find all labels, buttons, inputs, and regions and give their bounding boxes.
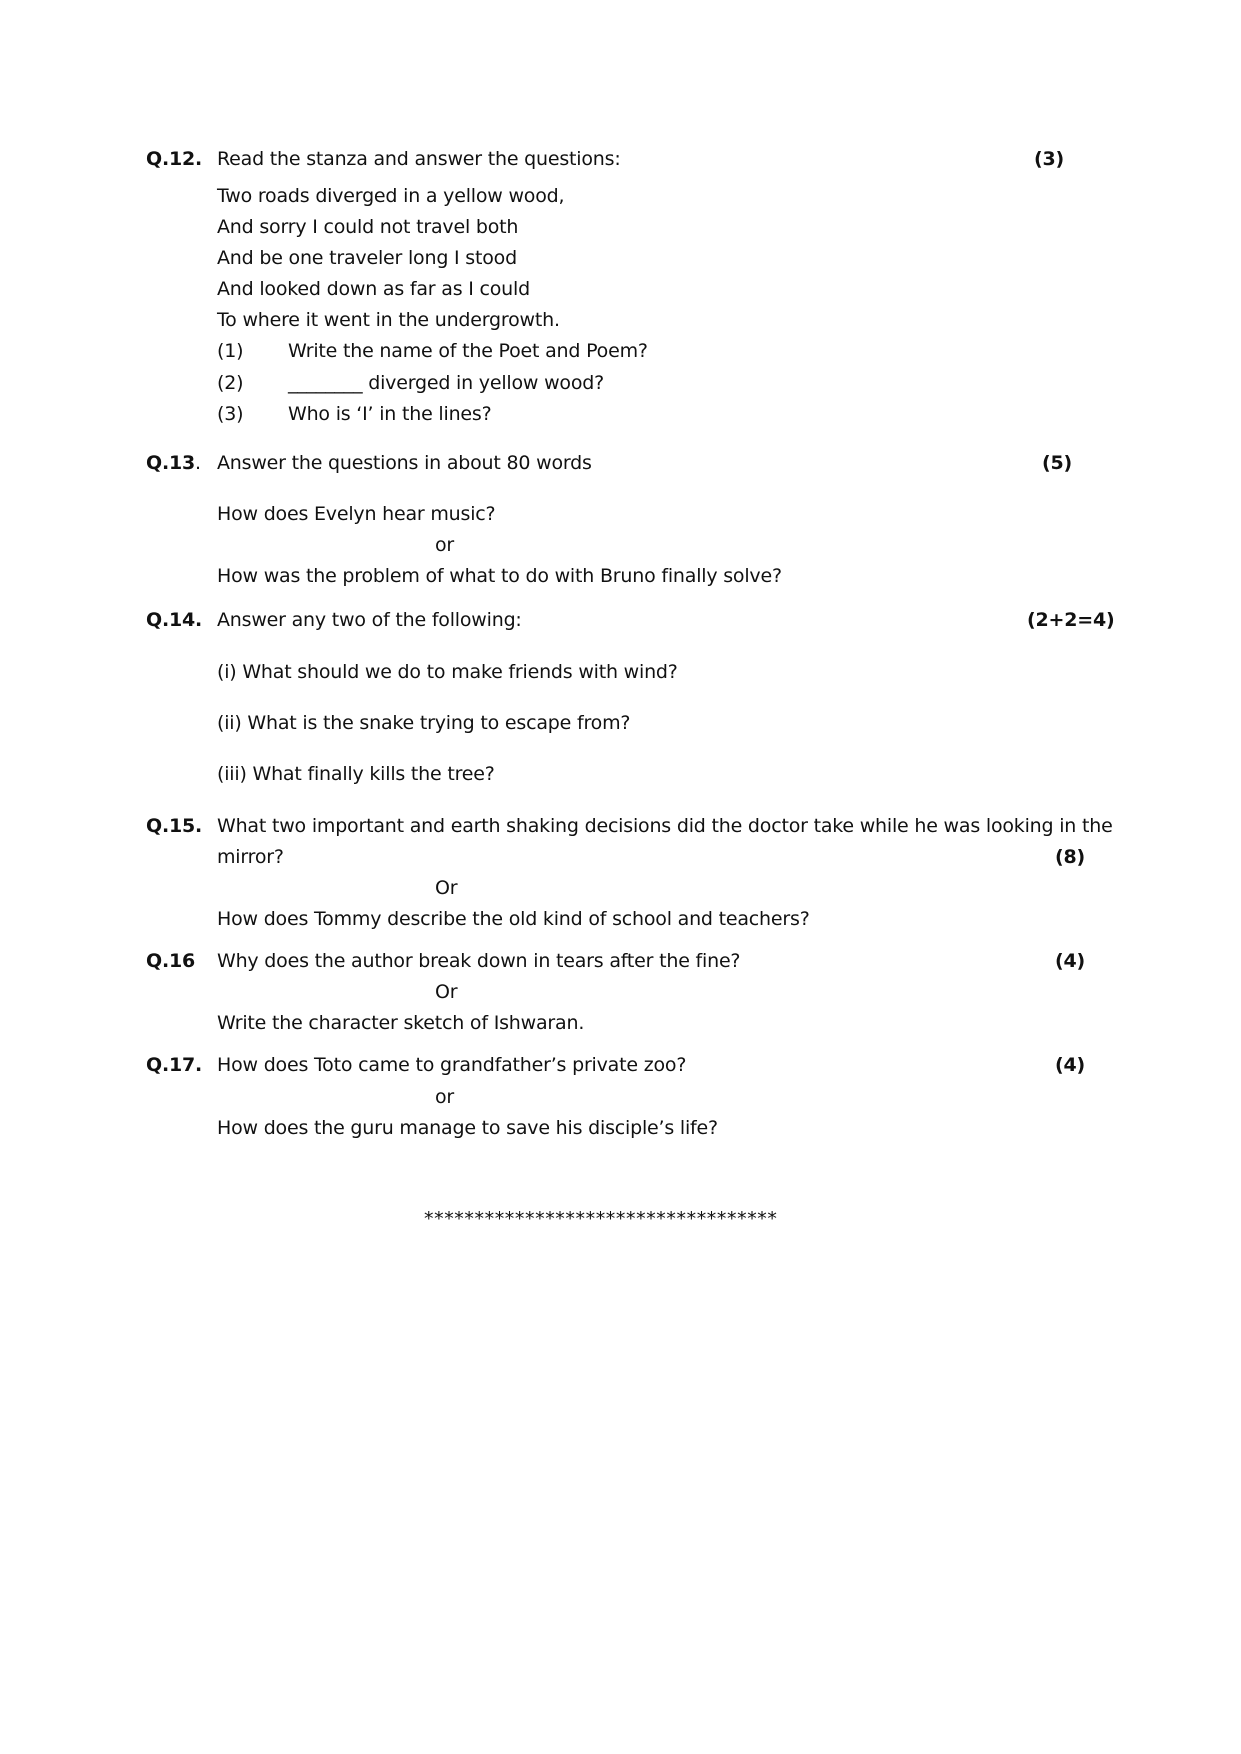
q12-sub-number: (2) — [217, 372, 244, 394]
q15-marks: (8) — [1055, 846, 1085, 868]
q16-prompt: Why does the author break down in tears after the fine? — [217, 950, 741, 972]
q17-marks: (4) — [1055, 1054, 1085, 1076]
q12-sub-number: (1) — [217, 340, 244, 362]
q16-separator: Or — [435, 981, 458, 1003]
q12-number: Q.12. — [146, 148, 203, 170]
q14-number: Q.14. — [146, 609, 203, 631]
q13-separator: or — [435, 534, 455, 556]
q12-prompt: Read the stanza and answer the questions: — [217, 148, 621, 170]
q12-sub-text: ________ diverged in yellow wood? — [288, 372, 605, 394]
q13-prompt: Answer the questions in about 80 words — [217, 452, 592, 474]
q15-option-b: How does Tommy describe the old kind of school and teachers? — [217, 908, 810, 930]
end-of-paper-marker: *********************************** — [424, 1208, 778, 1230]
q12-stanza-line: And sorry I could not travel both — [217, 216, 519, 238]
q17-option-b: How does the guru manage to save his disciple’s life? — [217, 1117, 718, 1139]
q12-stanza-line: To where it went in the undergrowth. — [217, 309, 560, 331]
q12-stanza-line: And be one traveler long I stood — [217, 247, 517, 269]
q12-marks: (3) — [1034, 148, 1064, 170]
q13-option-b: How was the problem of what to do with Bruno finally solve? — [217, 565, 782, 587]
q14-item: (i) What should we do to make friends with wind? — [217, 661, 678, 683]
q15-prompt-line: mirror? — [217, 846, 284, 868]
q12-stanza-line: And looked down as far as I could — [217, 278, 530, 300]
q15-prompt-line: What two important and earth shaking decisions did the doctor take while he was looking in the — [217, 815, 1113, 837]
q13-number-suffix: . — [195, 452, 201, 474]
q16-marks: (4) — [1055, 950, 1085, 972]
q15-separator: Or — [435, 877, 458, 899]
q15-number: Q.15. — [146, 815, 203, 837]
q16-option-b: Write the character sketch of Ishwaran. — [217, 1012, 585, 1034]
q17-number: Q.17. — [146, 1054, 203, 1076]
q17-separator: or — [435, 1086, 455, 1108]
q12-sub-text: Who is ‘I’ in the lines? — [288, 403, 492, 425]
q14-prompt: Answer any two of the following: — [217, 609, 522, 631]
q12-sub-number: (3) — [217, 403, 244, 425]
q13-marks: (5) — [1042, 452, 1072, 474]
q13-number — [146, 451, 201, 475]
q13-number-label: Q.13 — [146, 452, 196, 474]
q12-sub-text: Write the name of the Poet and Poem? — [288, 340, 648, 362]
q12-stanza-line: Two roads diverged in a yellow wood, — [217, 185, 565, 207]
q14-item: (ii) What is the snake trying to escape from? — [217, 712, 631, 734]
q16-number: Q.16 — [146, 950, 196, 972]
q13-option-a: How does Evelyn hear music? — [217, 503, 496, 525]
q17-prompt: How does Toto came to grandfather’s private zoo? — [217, 1054, 687, 1076]
q14-item: (iii) What finally kills the tree? — [217, 763, 495, 785]
q14-marks: (2+2=4) — [1027, 609, 1115, 631]
